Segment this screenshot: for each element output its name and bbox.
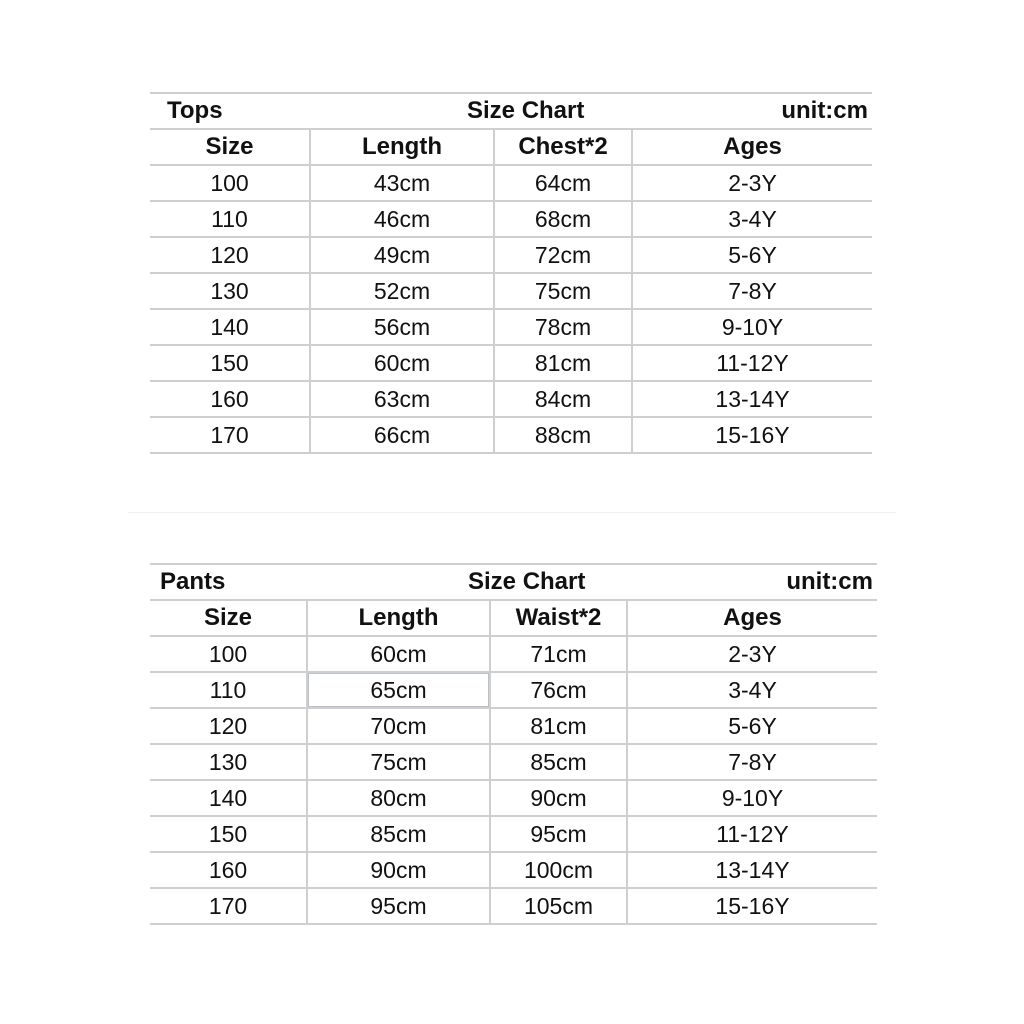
- length-cell-selected[interactable]: 65cm: [307, 672, 490, 708]
- ages-cell: 5-6Y: [627, 708, 877, 744]
- tops-size-table: [150, 130, 872, 454]
- ages-cell: 13-14Y: [627, 852, 877, 888]
- tops-header-size: Size: [150, 130, 310, 165]
- length-cell: 60cm: [310, 345, 494, 381]
- tops-header-ages: Ages: [632, 130, 872, 165]
- table-row: [150, 672, 877, 708]
- tops-header-row: [150, 130, 872, 165]
- size-cell: 130: [150, 273, 310, 309]
- ages-cell: 15-16Y: [632, 417, 872, 453]
- table-row: [150, 237, 872, 273]
- table-row: [150, 417, 872, 453]
- table-row: [150, 165, 872, 201]
- table-row: [150, 888, 877, 924]
- pants-header-size: Size: [150, 601, 307, 636]
- length-cell: 66cm: [310, 417, 494, 453]
- waist-cell: 100cm: [490, 852, 627, 888]
- tops-unit-label: unit:cm: [781, 97, 868, 124]
- ages-cell: 2-3Y: [627, 636, 877, 672]
- table-row: [150, 309, 872, 345]
- ages-cell: 15-16Y: [627, 888, 877, 924]
- length-cell: 60cm: [307, 636, 490, 672]
- pants-header-length: Length: [307, 601, 490, 636]
- table-row: [150, 345, 872, 381]
- ages-cell: 9-10Y: [627, 780, 877, 816]
- length-cell: 70cm: [307, 708, 490, 744]
- size-cell: 100: [150, 636, 307, 672]
- pants-size-table: [150, 601, 877, 925]
- chest-cell: 81cm: [494, 345, 632, 381]
- length-cell: 80cm: [307, 780, 490, 816]
- size-cell: 150: [150, 816, 307, 852]
- ages-cell: 5-6Y: [632, 237, 872, 273]
- chest-cell: 88cm: [494, 417, 632, 453]
- ages-cell: 7-8Y: [627, 744, 877, 780]
- tops-title-row: [150, 92, 872, 130]
- ages-cell: 9-10Y: [632, 309, 872, 345]
- length-cell: 75cm: [307, 744, 490, 780]
- tops-header-chest: Chest*2: [494, 130, 632, 165]
- pants-header-ages: Ages: [627, 601, 877, 636]
- tops-label: Tops: [167, 97, 223, 124]
- length-cell: 56cm: [310, 309, 494, 345]
- size-cell: 110: [150, 201, 310, 237]
- waist-cell: 76cm: [490, 672, 627, 708]
- waist-cell: 95cm: [490, 816, 627, 852]
- length-cell: 85cm: [307, 816, 490, 852]
- chest-cell: 84cm: [494, 381, 632, 417]
- size-cell: 160: [150, 852, 307, 888]
- ages-cell: 2-3Y: [632, 165, 872, 201]
- table-row: [150, 381, 872, 417]
- chest-cell: 72cm: [494, 237, 632, 273]
- table-row: [150, 780, 877, 816]
- pants-title-row: [150, 563, 877, 601]
- length-cell: 90cm: [307, 852, 490, 888]
- pants-header-waist: Waist*2: [490, 601, 627, 636]
- tops-size-chart: [150, 92, 872, 454]
- size-cell: 170: [150, 888, 307, 924]
- tops-header-length: Length: [310, 130, 494, 165]
- size-cell: 120: [150, 237, 310, 273]
- size-cell: 110: [150, 672, 307, 708]
- chest-cell: 68cm: [494, 201, 632, 237]
- table-row: [150, 201, 872, 237]
- waist-cell: 71cm: [490, 636, 627, 672]
- pants-header-row: [150, 601, 877, 636]
- size-cell: 130: [150, 744, 307, 780]
- size-cell: 150: [150, 345, 310, 381]
- length-cell: 63cm: [310, 381, 494, 417]
- length-cell: 52cm: [310, 273, 494, 309]
- chest-cell: 78cm: [494, 309, 632, 345]
- ages-cell: 13-14Y: [632, 381, 872, 417]
- chest-cell: 64cm: [494, 165, 632, 201]
- table-row: [150, 636, 877, 672]
- size-cell: 120: [150, 708, 307, 744]
- size-cell: 140: [150, 780, 307, 816]
- waist-cell: 105cm: [490, 888, 627, 924]
- length-cell: 49cm: [310, 237, 494, 273]
- chest-cell: 75cm: [494, 273, 632, 309]
- waist-cell: 81cm: [490, 708, 627, 744]
- ages-cell: 11-12Y: [632, 345, 872, 381]
- pants-label: Pants: [160, 568, 226, 595]
- length-cell: 43cm: [310, 165, 494, 201]
- section-divider: [128, 512, 896, 513]
- length-cell: 46cm: [310, 201, 494, 237]
- table-row: [150, 273, 872, 309]
- ages-cell: 7-8Y: [632, 273, 872, 309]
- waist-cell: 85cm: [490, 744, 627, 780]
- size-cell: 160: [150, 381, 310, 417]
- ages-cell: 3-4Y: [627, 672, 877, 708]
- ages-cell: 11-12Y: [627, 816, 877, 852]
- table-row: [150, 708, 877, 744]
- table-row: [150, 816, 877, 852]
- size-cell: 100: [150, 165, 310, 201]
- length-cell: 95cm: [307, 888, 490, 924]
- pants-chart-title: Size Chart: [468, 568, 586, 595]
- size-cell: 140: [150, 309, 310, 345]
- waist-cell: 90cm: [490, 780, 627, 816]
- table-row: [150, 852, 877, 888]
- size-cell: 170: [150, 417, 310, 453]
- pants-unit-label: unit:cm: [786, 568, 873, 595]
- pants-size-chart: [150, 563, 877, 925]
- tops-chart-title: Size Chart: [467, 97, 585, 124]
- ages-cell: 3-4Y: [632, 201, 872, 237]
- table-row: [150, 744, 877, 780]
